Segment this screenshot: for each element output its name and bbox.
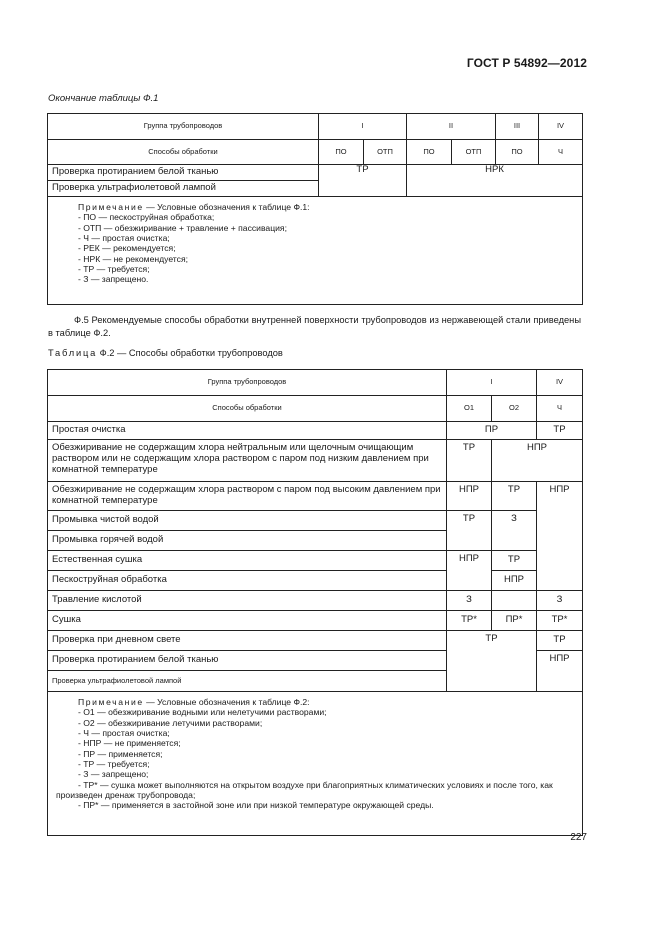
value-cell: ТР*: [537, 611, 583, 631]
note-item: - НРК — не рекомендуется;: [78, 253, 188, 264]
value-cell: НРК: [407, 165, 583, 197]
value-cell: ПР: [447, 422, 537, 440]
methods-label: Способы обработки: [48, 396, 447, 422]
row-label: Пескоструйная обработка: [48, 571, 447, 591]
value-cell: НПР: [492, 440, 583, 482]
page-number: 227: [570, 832, 587, 843]
method-cell: О2: [492, 396, 537, 422]
row-label: Проверка ультрафиолетовой лампой: [48, 671, 447, 692]
row-label: Простая очистка: [48, 422, 447, 440]
group-iv: IV: [537, 370, 583, 396]
group-ii: II: [407, 114, 496, 140]
method-cell: ОТП: [452, 140, 496, 165]
row-label: Промывка чистой водой: [48, 511, 447, 531]
note-item: - ПО — пескоструйная обработка;: [78, 212, 215, 223]
method-cell: Ч: [539, 140, 583, 165]
table-2: [47, 369, 583, 836]
value-cell: ТР: [447, 440, 492, 482]
note-item: - Ч — простая очистка;: [78, 727, 170, 738]
value-cell: НПР: [447, 482, 492, 511]
row-label: Обезжиривание не содержащим хлора нейтральным или щелочным очищающим раствором или не содержащим хлора раствором с паром под низким давлением при комнатной температуре: [48, 440, 447, 482]
row-label: Обезжиривание не содержащим хлора раствором с паром под высоким давлением при комнатной температуре: [48, 482, 447, 511]
row-label: Естественная сушка: [48, 551, 447, 571]
value-cell: ТР*: [447, 611, 492, 631]
method-cell: Ч: [537, 396, 583, 422]
row-label: Проверка при дневном свете: [48, 631, 447, 651]
group-i: I: [319, 114, 407, 140]
method-cell: О1: [447, 396, 492, 422]
note-item: - О1 — обезжиривание водными или нелетучими растворами;: [78, 707, 327, 718]
note-item: - З — запрещено;: [78, 769, 149, 780]
caption-prefix: Таблица: [48, 348, 98, 358]
row-label: Проверка ультрафиолетовой лампой: [48, 181, 319, 197]
methods-label: Способы обработки: [48, 140, 319, 165]
note-item: - ОТП — обезжиривание + травление + пассивация;: [78, 222, 287, 233]
value-cell: ТР: [319, 165, 407, 197]
caption-rest: Ф.2 — Способы обработки трубопроводов: [97, 348, 283, 358]
note-title: Примечание: [78, 697, 144, 707]
table1-note: [48, 197, 583, 305]
value-cell: З: [447, 591, 492, 611]
note-item: - ТР* — сушка может выполняются на открытом воздухе при благоприятных климатических условиях и после того, как произведен дренаж трубопровода;: [56, 779, 553, 800]
note-item: - О2 — обезжиривание летучими растворами;: [78, 717, 263, 728]
method-cell: ПО: [496, 140, 539, 165]
table-1: [47, 113, 583, 305]
paragraph-f5: Ф.5 Рекомендуемые способы обработки внутренней поверхности трубопроводов из нержавеющей стали приведены в таблице Ф.2.: [48, 315, 581, 339]
row-label: Проверка протиранием белой тканью: [48, 165, 319, 181]
group-iii: III: [496, 114, 539, 140]
note-item: - ПР — применяется;: [78, 748, 163, 759]
table2-caption: [48, 348, 283, 358]
value-cell: ТР: [537, 631, 583, 651]
method-cell: ПО: [319, 140, 364, 165]
method-cell: ПО: [407, 140, 452, 165]
table2-note: [48, 692, 583, 836]
note-item: - ПР* — применяется в застойной зоне или при низкой температуре окружающей среды.: [78, 800, 434, 811]
value-cell: ТР: [447, 631, 537, 692]
table1-caption: Окончание таблицы Ф.1: [48, 93, 159, 104]
note-item: - Ч — простая очистка;: [78, 232, 170, 243]
value-cell: ПР*: [492, 611, 537, 631]
value-cell: ТР: [492, 551, 537, 571]
note-item: - З — запрещено.: [78, 274, 149, 285]
value-cell: ТР: [537, 422, 583, 440]
note-intro: — Условные обозначения к таблице Ф.2:: [143, 697, 310, 707]
row-label: Промывка горячей водой: [48, 531, 447, 551]
note-item: - ТР — требуется;: [78, 758, 150, 769]
row-label: Проверка протиранием белой тканью: [48, 651, 447, 671]
value-cell: З: [492, 511, 537, 551]
method-cell: ОТП: [364, 140, 407, 165]
value-cell: ТР: [447, 511, 492, 551]
group-label: Группа трубопроводов: [48, 370, 447, 396]
value-cell: [492, 591, 537, 611]
note-item: - НПР — не применяется;: [78, 738, 181, 749]
group-label: Группа трубопроводов: [48, 114, 319, 140]
value-cell: ТР: [492, 482, 537, 511]
row-label: Сушка: [48, 611, 447, 631]
value-cell: НПР: [537, 482, 583, 591]
row-label: Травление кислотой: [48, 591, 447, 611]
value-cell: З: [537, 591, 583, 611]
note-title: Примечание: [78, 202, 144, 212]
value-cell: НПР: [537, 651, 583, 692]
group-i: I: [447, 370, 537, 396]
value-cell: НПР: [447, 551, 492, 591]
value-cell: НПР: [492, 571, 537, 591]
group-iv: IV: [539, 114, 583, 140]
note-item: - РЕК — рекомендуется;: [78, 243, 176, 254]
document-id: ГОСТ Р 54892—2012: [466, 56, 587, 70]
note-item: - ТР — требуется;: [78, 263, 150, 274]
note-intro: — Условные обозначения к таблице Ф.1:: [143, 202, 310, 212]
